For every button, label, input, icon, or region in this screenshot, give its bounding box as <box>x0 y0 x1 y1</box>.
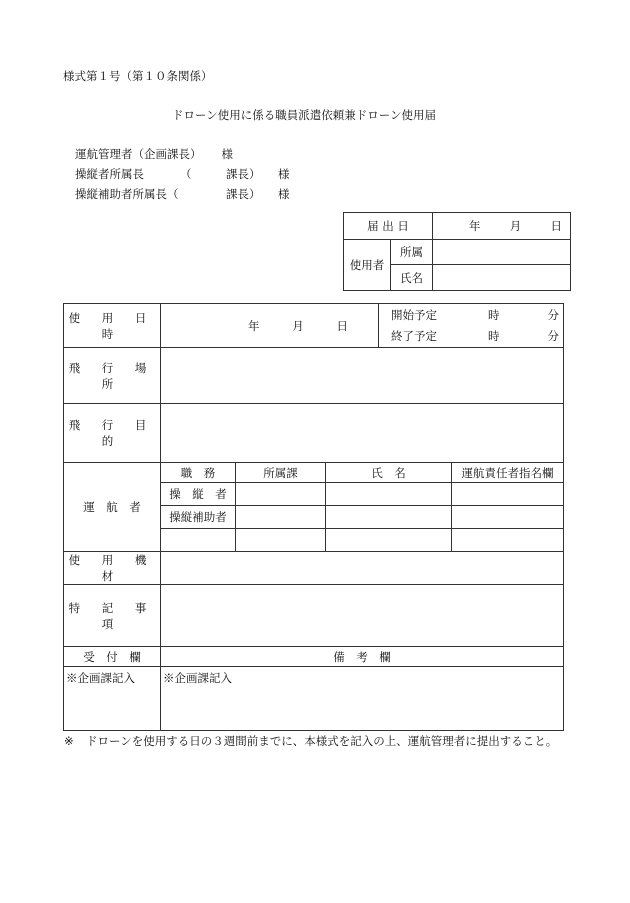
user-label: 使用者 <box>344 240 391 291</box>
operators-header-name: 氏 名 <box>326 463 452 483</box>
operators-label: 運 航 者 <box>64 463 161 552</box>
filing-date-label: 届 出 日 <box>344 213 433 240</box>
operator-role-assistant: 操縦補助者 <box>161 506 236 529</box>
start-label: 開始予定 <box>391 308 438 322</box>
form-number: 様式第１号（第１０条関係） <box>63 69 213 83</box>
reception-label: 受 付 欄 <box>64 647 161 667</box>
flight-purpose-label: 飛 行 目 的 <box>64 404 161 463</box>
form-title: ドローン使用に係る職員派遣依頼兼ドローン使用届 <box>172 108 437 122</box>
filing-month-label: 月 <box>509 219 522 233</box>
special-notes-field[interactable] <box>161 585 564 647</box>
filing-box <box>343 212 571 291</box>
usage-time-field[interactable] <box>379 304 564 348</box>
assistant-designation-field[interactable] <box>452 506 564 529</box>
extra-role-field[interactable] <box>161 529 236 552</box>
addressee-2-role: 課長） <box>226 167 261 181</box>
extra-name-field[interactable] <box>326 529 452 552</box>
main-form-table <box>63 303 564 731</box>
addressee-2 <box>75 166 144 182</box>
addressee-3-name: 操縦補助者所属長（ <box>75 187 179 201</box>
addressee-3-suffix: 様 <box>278 187 290 201</box>
end-label: 終了予定 <box>391 329 438 343</box>
footnote-mark: ※ <box>64 734 74 748</box>
planning-entry-note-2: ※企画課記入 <box>163 671 232 685</box>
equipment-label: 使 用 機 材 <box>64 552 161 585</box>
remarks-label: 備 考 欄 <box>161 647 564 667</box>
assistant-name-field[interactable] <box>326 506 452 529</box>
usage-month-label: 月 <box>292 318 304 333</box>
addressee-3-role: 課長） <box>226 187 261 201</box>
addressee-1-suffix: 様 <box>221 147 233 161</box>
usage-date-field[interactable] <box>161 304 379 348</box>
affiliation-label: 所属 <box>391 240 433 265</box>
start-minute-label: 分 <box>547 308 560 322</box>
reception-field[interactable] <box>64 667 161 731</box>
addressee-2-suffix: 様 <box>278 167 290 181</box>
affiliation-field[interactable] <box>433 240 571 265</box>
assistant-dept-field[interactable] <box>236 506 326 529</box>
addressee-2-paren: （ <box>180 167 192 181</box>
flight-location-label: 飛 行 場 所 <box>64 348 161 404</box>
flight-location-field[interactable] <box>161 348 564 404</box>
addressee-1-name: 運航管理者（企画課長） <box>75 147 202 161</box>
equipment-field[interactable] <box>161 552 564 585</box>
start-hour-label: 時 <box>488 308 500 322</box>
extra-designation-field[interactable] <box>452 529 564 552</box>
operators-header-role: 職 務 <box>161 463 236 483</box>
planning-entry-note-1: ※企画課記入 <box>66 671 135 685</box>
operator-role-pilot: 操 縦 者 <box>161 483 236 506</box>
end-minute-label: 分 <box>547 329 560 343</box>
flight-purpose-field[interactable] <box>161 404 564 463</box>
usage-year-label: 年 <box>248 318 260 333</box>
addressee-2-name: 操縦者所属長 <box>75 167 144 181</box>
end-hour-label: 時 <box>488 329 500 343</box>
filing-day-label: 日 <box>550 219 562 233</box>
addressee-1 <box>75 146 233 162</box>
special-notes-label: 特 記 事 項 <box>64 585 161 647</box>
name-field[interactable] <box>433 265 571 291</box>
operators-header-dept: 所属課 <box>236 463 326 483</box>
usage-datetime-label: 使 用 日 時 <box>64 304 161 348</box>
name-label: 氏名 <box>391 265 433 291</box>
extra-dept-field[interactable] <box>236 529 326 552</box>
operators-header-designation: 運航責任者指名欄 <box>452 463 564 483</box>
footnote-text: ドローンを使用する日の３週間前までに、本様式を記入の上、運航管理者に提出すること。 <box>86 734 558 748</box>
filing-date-field[interactable] <box>433 213 571 240</box>
pilot-designation-field[interactable] <box>452 483 564 506</box>
pilot-name-field[interactable] <box>326 483 452 506</box>
filing-year-label: 年 <box>469 219 481 233</box>
usage-day-label: 日 <box>336 318 348 333</box>
pilot-dept-field[interactable] <box>236 483 326 506</box>
remarks-field[interactable] <box>161 667 564 731</box>
